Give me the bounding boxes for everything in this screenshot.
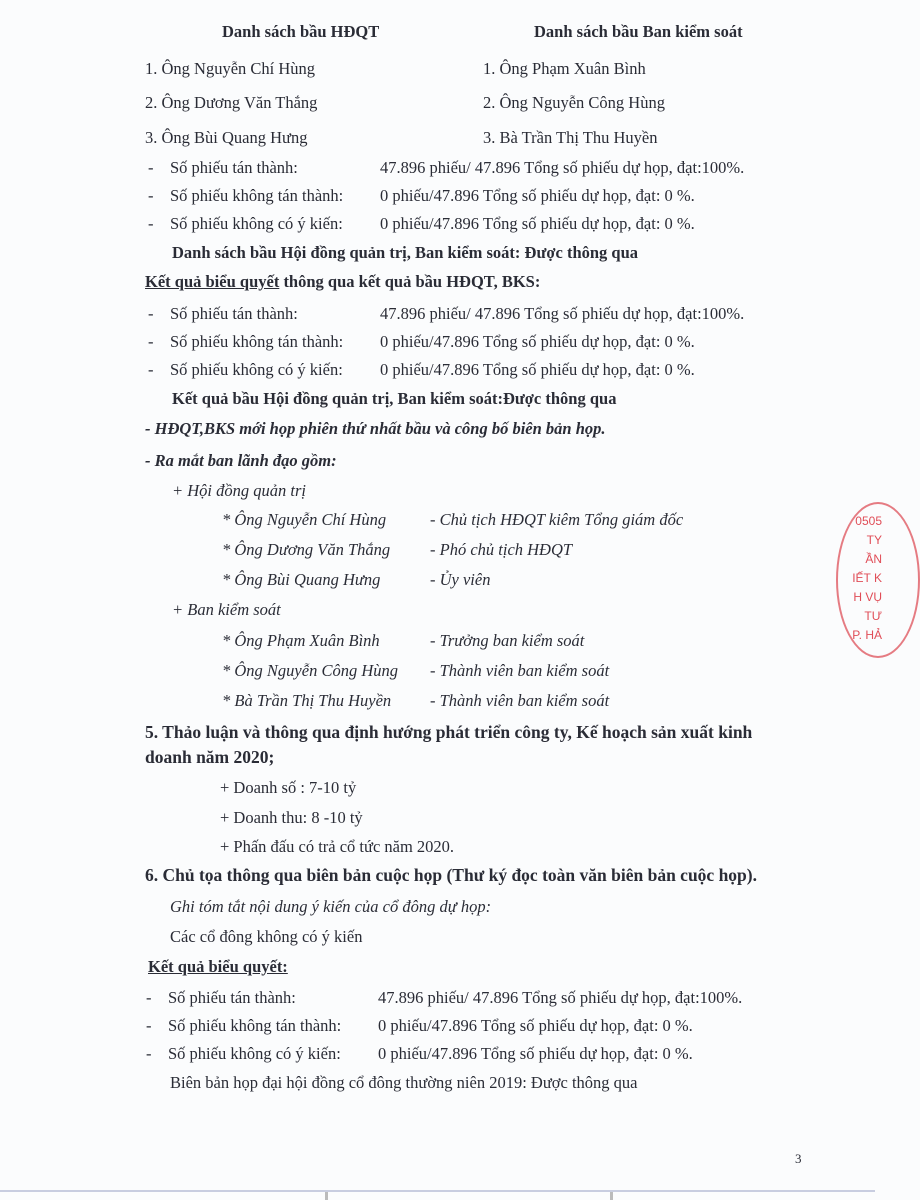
list-dash: - — [148, 214, 154, 233]
list-dash: - — [148, 304, 154, 323]
seal-text: 0505 — [855, 514, 882, 528]
seal-text: TY — [866, 533, 882, 547]
section6-title: 6. Chủ tọa thông qua biên bản cuộc họp (Thư ký đọc toàn văn biên bản cuộc họp). — [145, 865, 757, 885]
hdqt-list-title: Danh sách bầu HĐQT — [222, 22, 380, 41]
vote-value: 0 phiếu/47.896 Tổng số phiếu dự họp, đạt: 0 %. — [380, 214, 695, 233]
member-name: * Bà Trần Thị Thu Huyền — [222, 691, 392, 710]
hdqt-candidate: 3. Ông Bùi Quang Hưng — [145, 128, 308, 147]
member-name: * Ông Nguyễn Chí Hùng — [222, 510, 387, 529]
list-dash: - — [146, 1016, 152, 1035]
hdqt-candidate: 1. Ông Nguyễn Chí Hùng — [145, 59, 316, 78]
list-dash: - — [148, 332, 154, 351]
vote-value: 0 phiếu/47.896 Tổng số phiếu dự họp, đạt: 0 %. — [380, 332, 695, 351]
page-number: 3 — [795, 1151, 802, 1166]
list-dash: - — [148, 158, 154, 177]
vote-heading — [145, 272, 540, 292]
seal-text: ẦN — [865, 552, 882, 566]
vote-value: 0 phiếu/47.896 Tổng số phiếu dự họp, đạt: 0 %. — [380, 360, 695, 379]
vote-label: Số phiếu tán thành: — [170, 158, 298, 177]
plan-item: + Doanh thu: 8 -10 tỷ — [220, 808, 363, 827]
hdqt-group-label: + Hội đồng quản trị — [172, 481, 306, 500]
vote-conclusion: Kết quả bầu Hội đồng quản trị, Ban kiểm soát:Được thông qua — [172, 389, 617, 408]
section5-title-line2: doanh năm 2020; — [145, 747, 275, 767]
hdqt-candidate: 2. Ông Dương Văn Thắng — [145, 93, 318, 112]
list-dash: - — [148, 360, 154, 379]
shareholder-note: Ghi tóm tắt nội dung ý kiến của cổ đông dự họp: — [170, 897, 492, 916]
vote-value: 47.896 phiếu/ 47.896 Tổng số phiếu dự họp, đạt:100%. — [378, 988, 743, 1007]
seal-text: TƯ — [864, 609, 882, 623]
first-session-note: - HĐQT,BKS mới họp phiên thứ nhất bầu và công bố biên bản họp. — [145, 419, 606, 438]
section5-title-line1: 5. Thảo luận và thông qua định hướng phát triển công ty, Kế hoạch sản xuất kinh — [145, 722, 753, 742]
vote-label: Số phiếu không có ý kiến: — [168, 1044, 341, 1063]
scan-mark — [325, 1192, 328, 1200]
vote-label: Số phiếu không có ý kiến: — [170, 360, 343, 379]
member-role: - Trưởng ban kiểm soát — [430, 631, 585, 650]
list-dash: - — [148, 186, 154, 205]
vote-conclusion: Danh sách bầu Hội đồng quản trị, Ban kiểm soát: Được thông qua — [172, 243, 639, 262]
leadership-intro: - Ra mắt ban lãnh đạo gồm: — [145, 451, 337, 470]
list-dash: - — [146, 988, 152, 1007]
bks-candidate: 1. Ông Phạm Xuân Bình — [483, 59, 646, 78]
plan-item: + Phấn đấu có trả cổ tức năm 2020. — [220, 837, 455, 856]
vote-value: 47.896 phiếu/ 47.896 Tổng số phiếu dự họp, đạt:100%. — [380, 304, 745, 323]
member-name: * Ông Dương Văn Thắng — [222, 540, 391, 559]
member-role: - Chủ tịch HĐQT kiêm Tổng giám đốc — [430, 510, 684, 529]
vote-value: 0 phiếu/47.896 Tổng số phiếu dự họp, đạt: 0 %. — [378, 1016, 693, 1035]
seal-text: IẾT K — [852, 571, 882, 585]
scan-mark — [610, 1192, 613, 1200]
member-role: - Ủy viên — [430, 570, 491, 589]
vote-value: 47.896 phiếu/ 47.896 Tổng số phiếu dự họp, đạt:100%. — [380, 158, 745, 177]
vote-value: 0 phiếu/47.896 Tổng số phiếu dự họp, đạt: 0 %. — [378, 1044, 693, 1063]
vote-label: Số phiếu không tán thành: — [170, 186, 344, 205]
vote-label: Số phiếu không có ý kiến: — [170, 214, 343, 233]
member-name: * Ông Bùi Quang Hưng — [222, 570, 381, 589]
vote-heading-underlined: Kết quả biểu quyết — [145, 272, 280, 291]
shareholder-comment: Các cổ đông không có ý kiến — [170, 927, 363, 946]
seal-text: H VỤ — [853, 590, 882, 604]
member-role: - Phó chủ tịch HĐQT — [430, 540, 573, 559]
vote-label: Số phiếu không tán thành: — [168, 1016, 342, 1035]
member-role: - Thành viên ban kiểm soát — [430, 691, 610, 710]
member-name: * Ông Phạm Xuân Bình — [222, 631, 380, 650]
vote-label: Số phiếu không tán thành: — [170, 332, 344, 351]
scan-edge-line — [0, 1190, 875, 1192]
vote-label: Số phiếu tán thành: — [170, 304, 298, 323]
vote-heading: Kết quả biểu quyết: — [148, 957, 288, 976]
bks-candidate: 2. Ông Nguyễn Công Hùng — [483, 93, 665, 112]
seal-text: P. HẢ — [852, 628, 882, 642]
bks-list-title: Danh sách bầu Ban kiểm soát — [534, 22, 743, 41]
vote-label: Số phiếu tán thành: — [168, 988, 296, 1007]
bks-candidate: 3. Bà Trần Thị Thu Huyền — [483, 128, 658, 147]
member-role: - Thành viên ban kiểm soát — [430, 661, 610, 680]
plan-item: + Doanh số : 7-10 tỷ — [220, 778, 357, 797]
minutes-conclusion: Biên bản họp đại hội đồng cổ đông thường niên 2019: Được thông qua — [170, 1073, 638, 1092]
member-name: * Ông Nguyễn Công Hùng — [222, 661, 398, 680]
bks-group-label: + Ban kiểm soát — [172, 600, 281, 619]
list-dash: - — [146, 1044, 152, 1063]
vote-value: 0 phiếu/47.896 Tổng số phiếu dự họp, đạt: 0 %. — [380, 186, 695, 205]
vote-heading-rest: thông qua kết quả bầu HĐQT, BKS: — [279, 272, 541, 291]
